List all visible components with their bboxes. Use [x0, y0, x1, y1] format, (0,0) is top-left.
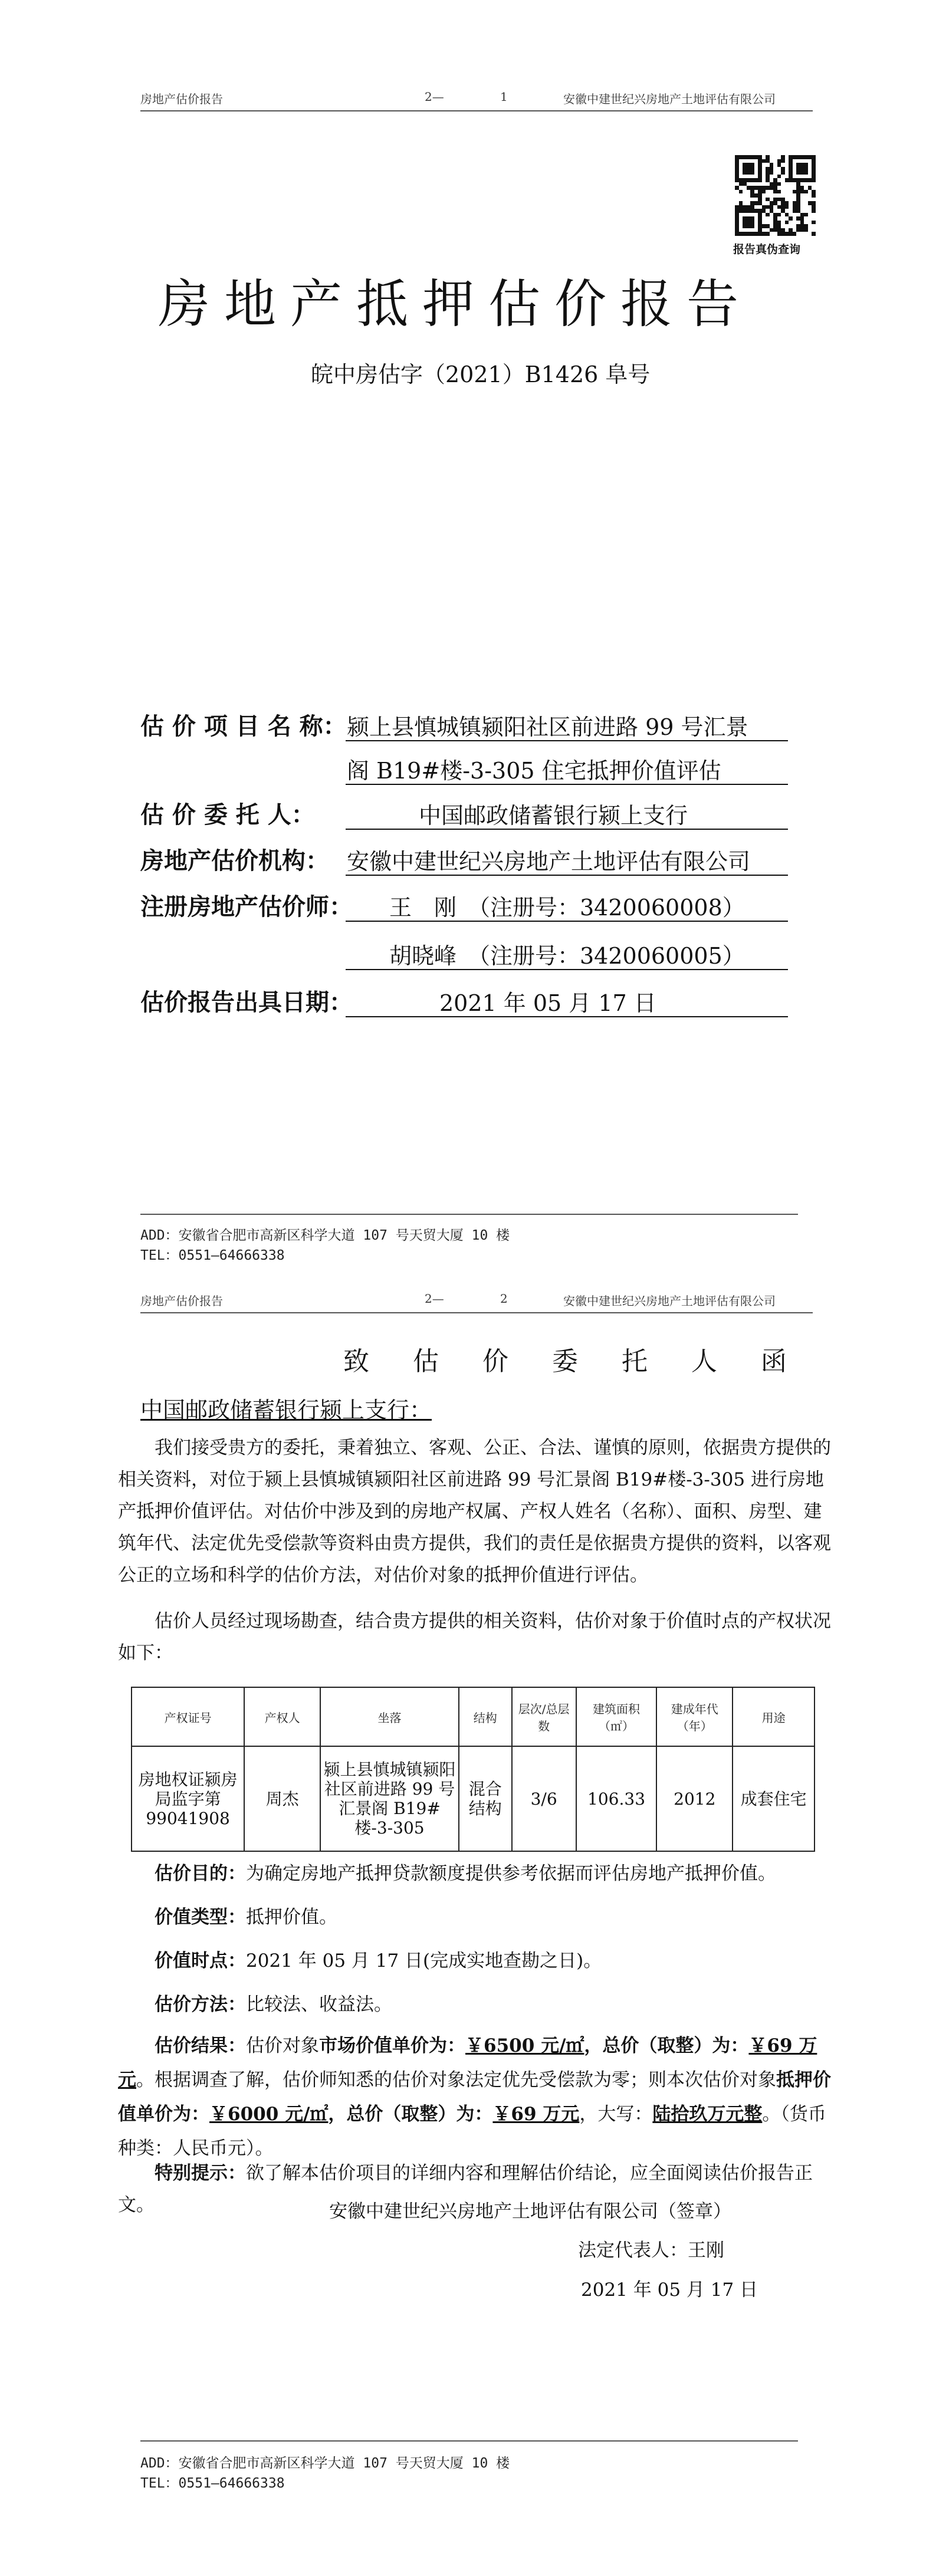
- table-cell: 颍上县慎城镇颍阳社区前进路 99 号汇景阁 B19#楼-3-305: [320, 1746, 459, 1851]
- letter-title: 致 估 价 委 托 人 函: [343, 1346, 804, 1376]
- appraiser-1: 王 刚 （注册号：3420060008）: [389, 895, 745, 921]
- property-table: [131, 1687, 815, 1852]
- method-line: [118, 1989, 835, 2020]
- table-header-cell: 层次/总层数: [512, 1687, 576, 1746]
- result-text: 。根据调查了解，估价师知悉的估价对象法定优先受偿款为零；则本次估价对象: [136, 2069, 776, 2091]
- header-page-mid: 2—: [425, 1292, 444, 1306]
- underline: [346, 875, 788, 876]
- value-type-label: 价值类型：: [155, 1907, 246, 1928]
- method-label: 估价方法：: [155, 1994, 246, 2015]
- paragraph-status: 估价人员经过现场勘查，结合贵方提供的相关资料，估价对象于价值时点的产权状况如下：: [118, 1611, 831, 1664]
- qr-caption: 报告真伪查询: [733, 243, 801, 256]
- footer-phone: TEL：0551—64666338: [140, 2476, 285, 2491]
- signer-company: 安徽中建世纪兴房地产土地评估有限公司（签章）: [329, 2201, 731, 2222]
- table-row: [132, 1746, 815, 1851]
- underline: [346, 740, 788, 741]
- agency-label: 房地产估价机构：: [140, 847, 329, 875]
- report-date-label: 估价报告出具日期：: [140, 988, 353, 1016]
- header-rule: [140, 1312, 813, 1313]
- legal-representative: 法定代表人：王刚: [578, 2240, 724, 2261]
- table-header-cell: 结构: [459, 1687, 512, 1746]
- footer-address: ADD：安徽省合肥市高新区科学大道 107 号天贸大厦 10 楼: [140, 1228, 510, 1243]
- value-type-text: 抵押价值。: [246, 1907, 337, 1928]
- letter-to-client-page: [0, 1292, 936, 2576]
- header-page-mid: 2—: [425, 90, 444, 104]
- purpose-label: 估价目的：: [155, 1863, 246, 1884]
- report-number: 皖中房估字（2021）B1426 阜号: [311, 362, 651, 387]
- table-cell: 3/6: [512, 1746, 576, 1851]
- underline: [346, 1016, 788, 1017]
- market-unit-price: ￥6500 元/㎡: [465, 2035, 584, 2056]
- appraiser-label: 注册房地产估价师：: [140, 893, 353, 921]
- mortgage-label: 抵: [776, 2069, 794, 2091]
- agency-value: 安徽中建世纪兴房地产土地评估有限公司: [347, 849, 751, 875]
- mortgage-total-price: ￥69 万元: [492, 2104, 580, 2125]
- table-cell: 2012: [656, 1746, 733, 1851]
- table-header-row: [132, 1687, 815, 1746]
- header-rule: [140, 110, 813, 111]
- mortgage-total-label: ，总价（取整）为：: [328, 2104, 493, 2125]
- table-header-cell: 产权人: [244, 1687, 320, 1746]
- market-total-unit: 元: [118, 2069, 136, 2091]
- table-header-cell: 建成年代（年）: [656, 1687, 733, 1746]
- signature-date: 2021 年 05 月 17 日: [581, 2279, 758, 2301]
- underline: [346, 969, 788, 970]
- mortgage-unit-price: ￥6000 元/㎡: [209, 2104, 329, 2125]
- table-cell: 混合结构: [459, 1746, 512, 1851]
- appraiser-2: 胡晓峰 （注册号：3420060005）: [389, 943, 745, 969]
- value-time-text: 2021 年 05 月 17 日(完成实地查勘之日)。: [246, 1950, 602, 1972]
- notice-label: 特别提示：: [155, 2163, 246, 2184]
- header-left: 房地产估价报告: [140, 1294, 223, 1308]
- method-text: 比较法、收益法。: [246, 1994, 392, 2015]
- underline: [346, 829, 788, 830]
- table-header-cell: 产权证号: [132, 1687, 244, 1746]
- report-date-value: 2021 年 05 月 17 日: [439, 990, 656, 1016]
- project-name-label: 估 价 项 目 名 称：: [140, 712, 347, 740]
- footer-phone: TEL：0551—64666338: [140, 1248, 285, 1263]
- table-cell: 周杰: [244, 1746, 320, 1851]
- qr-code-icon: [735, 155, 816, 236]
- project-name-value-line2: 阁 B19#楼-3-305 住宅抵押价值评估: [347, 758, 721, 784]
- market-unit-price-label: 市场价值单价为：: [319, 2035, 465, 2056]
- mortgage-unit-price-label: 押价值单价为：: [118, 2069, 831, 2125]
- table-cell: 106.33: [576, 1746, 657, 1851]
- underline: [346, 921, 788, 922]
- table-cell: 成套住宅: [733, 1746, 815, 1851]
- footer-rule: [140, 2440, 798, 2442]
- footer-rule: [140, 1214, 798, 1215]
- purpose-text: 为确定房地产抵押贷款额度提供参考依据而评估房地产抵押价值。: [246, 1863, 776, 1884]
- result-label: 估价结果：: [155, 2035, 246, 2056]
- table-header-cell: 用途: [733, 1687, 815, 1746]
- addressee: 中国邮政储蓄银行颍上支行：: [140, 1397, 432, 1423]
- header-page-num: 2: [500, 1292, 508, 1306]
- project-name-value-line1: 颍上县慎城镇颍阳社区前进路 99 号汇景: [347, 714, 748, 740]
- value-time-line: [118, 1945, 835, 1977]
- mortgage-total-in-words: 陆拾玖万元整: [652, 2104, 763, 2125]
- table-cell: 房地权证颍房局监字第 99041908: [132, 1746, 244, 1851]
- result-text: ，大写：: [579, 2104, 653, 2125]
- footer-address: ADD：安徽省合肥市高新区科学大道 107 号天贸大厦 10 楼: [140, 2456, 510, 2471]
- table-header-cell: 建筑面积（㎡）: [576, 1687, 657, 1746]
- underline: [346, 784, 788, 785]
- header-left: 房地产估价报告: [140, 92, 223, 106]
- result-text: 估价对象: [246, 2035, 319, 2056]
- client-value: 中国邮政储蓄银行颍上支行: [419, 803, 688, 829]
- report-title: 房地产抵押估价报告: [158, 274, 753, 334]
- notice-text: 欲了解本估价项目的详细内容和理解估价结论，应全面阅读估价报告正文。: [118, 2163, 813, 2216]
- value-type-line: [118, 1901, 835, 1933]
- market-total-price: ￥69 万: [748, 2035, 817, 2056]
- header-right: 安徽中建世纪兴房地产土地评估有限公司: [563, 1294, 776, 1308]
- market-total-label: ，总价（取整）为：: [584, 2035, 749, 2056]
- value-time-label: 价值时点：: [155, 1950, 246, 1972]
- client-label: 估 价 委 托 人：: [140, 801, 315, 829]
- purpose-line: [118, 1858, 835, 1890]
- result-paragraph: [118, 2029, 835, 2166]
- header-page-num: 1: [500, 90, 508, 104]
- paragraph-commission: 我们接受贵方的委托，秉着独立、客观、公正、合法、谨慎的原则，依据贵方提供的相关资料，对位于颍上县慎城镇颍阳社区前进路 99 号汇景阁 B19#楼-3-305 进行房地产抵押价值评估。对估价中涉及到的房地产权属、产权人姓名（名称）、面积、房型、建筑年代、法定优先受偿款等资料由贵方提供，我们的责任是依据贵方提供的资料，以客观公正的立场和科学的估价方法，对估价对象的抵押价值进行评估。: [118, 1437, 831, 1586]
- table-header-cell: 坐落: [320, 1687, 459, 1746]
- header-right: 安徽中建世纪兴房地产土地评估有限公司: [563, 92, 776, 106]
- currency-note: 。（货币种类：人民币元）。: [118, 2104, 826, 2159]
